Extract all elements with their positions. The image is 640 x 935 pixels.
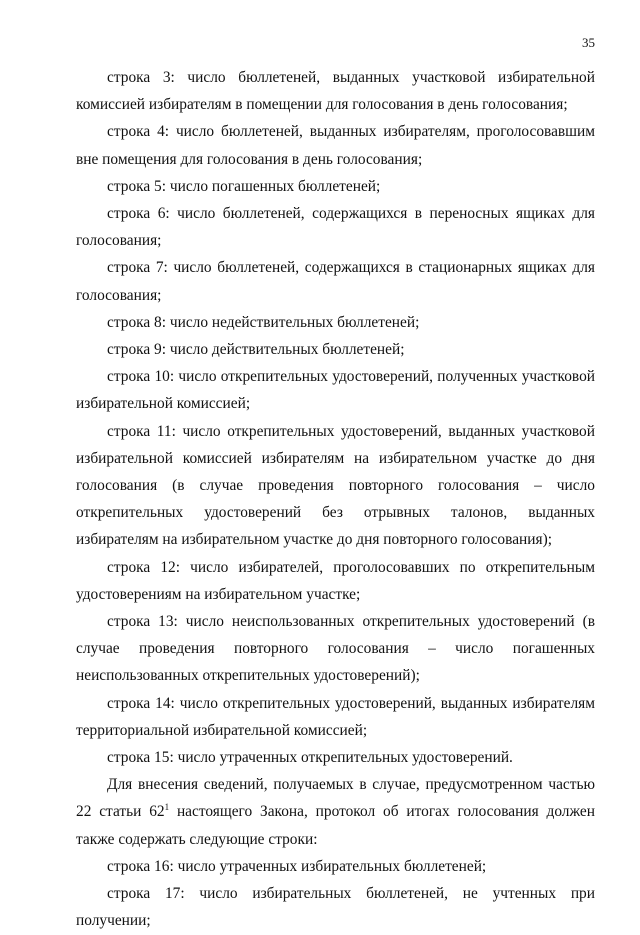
paragraph-line-4: строка 4: число бюллетеней, выданных избирателям, проголосовавшим вне помещения для голосования в день голосования;	[76, 123, 595, 168]
paragraph-line-17: строка 17: число избирательных бюллетеней, не учтенных при получении;	[76, 885, 595, 930]
paragraph-line-10: строка 10: число открепительных удостоверений, полученных участковой избирательной комиссией;	[76, 368, 595, 413]
paragraph-line-6: строка 6: число бюллетеней, содержащихся в переносных ящиках для голосования;	[76, 205, 595, 250]
intro-text-start: Для внесения сведений, получаемых в случае, предусмотренном частью 22 статьи 62	[76, 776, 595, 821]
paragraph-line-12: строка 12: число избирателей, проголосовавших по открепительным удостоверениям на избирательном участке;	[76, 558, 595, 603]
intro-text-end: настоящего Закона, протокол об итогах голосования должен также содержать следующие строки:	[76, 803, 595, 848]
paragraph-line-3: строка 3: число бюллетеней, выданных участковой избирательной комиссией избирателям в помещении для голосования в день голосования;	[76, 69, 595, 114]
paragraph-line-13: строка 13: число неиспользованных открепительных удостоверений (в случае проведения повторного голосования – число погашенных неиспользованных открепительных удостоверений);	[76, 613, 595, 685]
article-superscript: 1	[164, 802, 170, 813]
page-number: 35	[582, 35, 595, 50]
intro-paragraph	[76, 771, 595, 853]
paragraph-line-7: строка 7: число бюллетеней, содержащихся в стационарных ящиках для голосования;	[76, 259, 595, 304]
paragraph-line-9: строка 9: число действительных бюллетеней;	[107, 341, 405, 359]
paragraph-line-11: строка 11: число открепительных удостоверений, выданных участковой избирательной комиссией избирателям на избирательном участке до дня голосования (в случае проведения повторного голосования – число открепительных удостоверений без отрывных талонов, выданных избирателям на избирательном участке до дня повторного голосования);	[76, 422, 595, 549]
paragraph-line-16: строка 16: число утраченных избирательных бюллетеней;	[107, 857, 487, 875]
document-body	[76, 64, 595, 935]
paragraph-line-15: строка 15: число утраченных открепительных удостоверений.	[107, 749, 513, 767]
paragraph-line-5: строка 5: число погашенных бюллетеней;	[107, 177, 381, 195]
paragraph-line-14: строка 14: число открепительных удостоверений, выданных избирателям территориальной избирательной комиссией;	[76, 694, 595, 739]
paragraph-line-8: строка 8: число недействительных бюллетеней;	[107, 313, 420, 331]
